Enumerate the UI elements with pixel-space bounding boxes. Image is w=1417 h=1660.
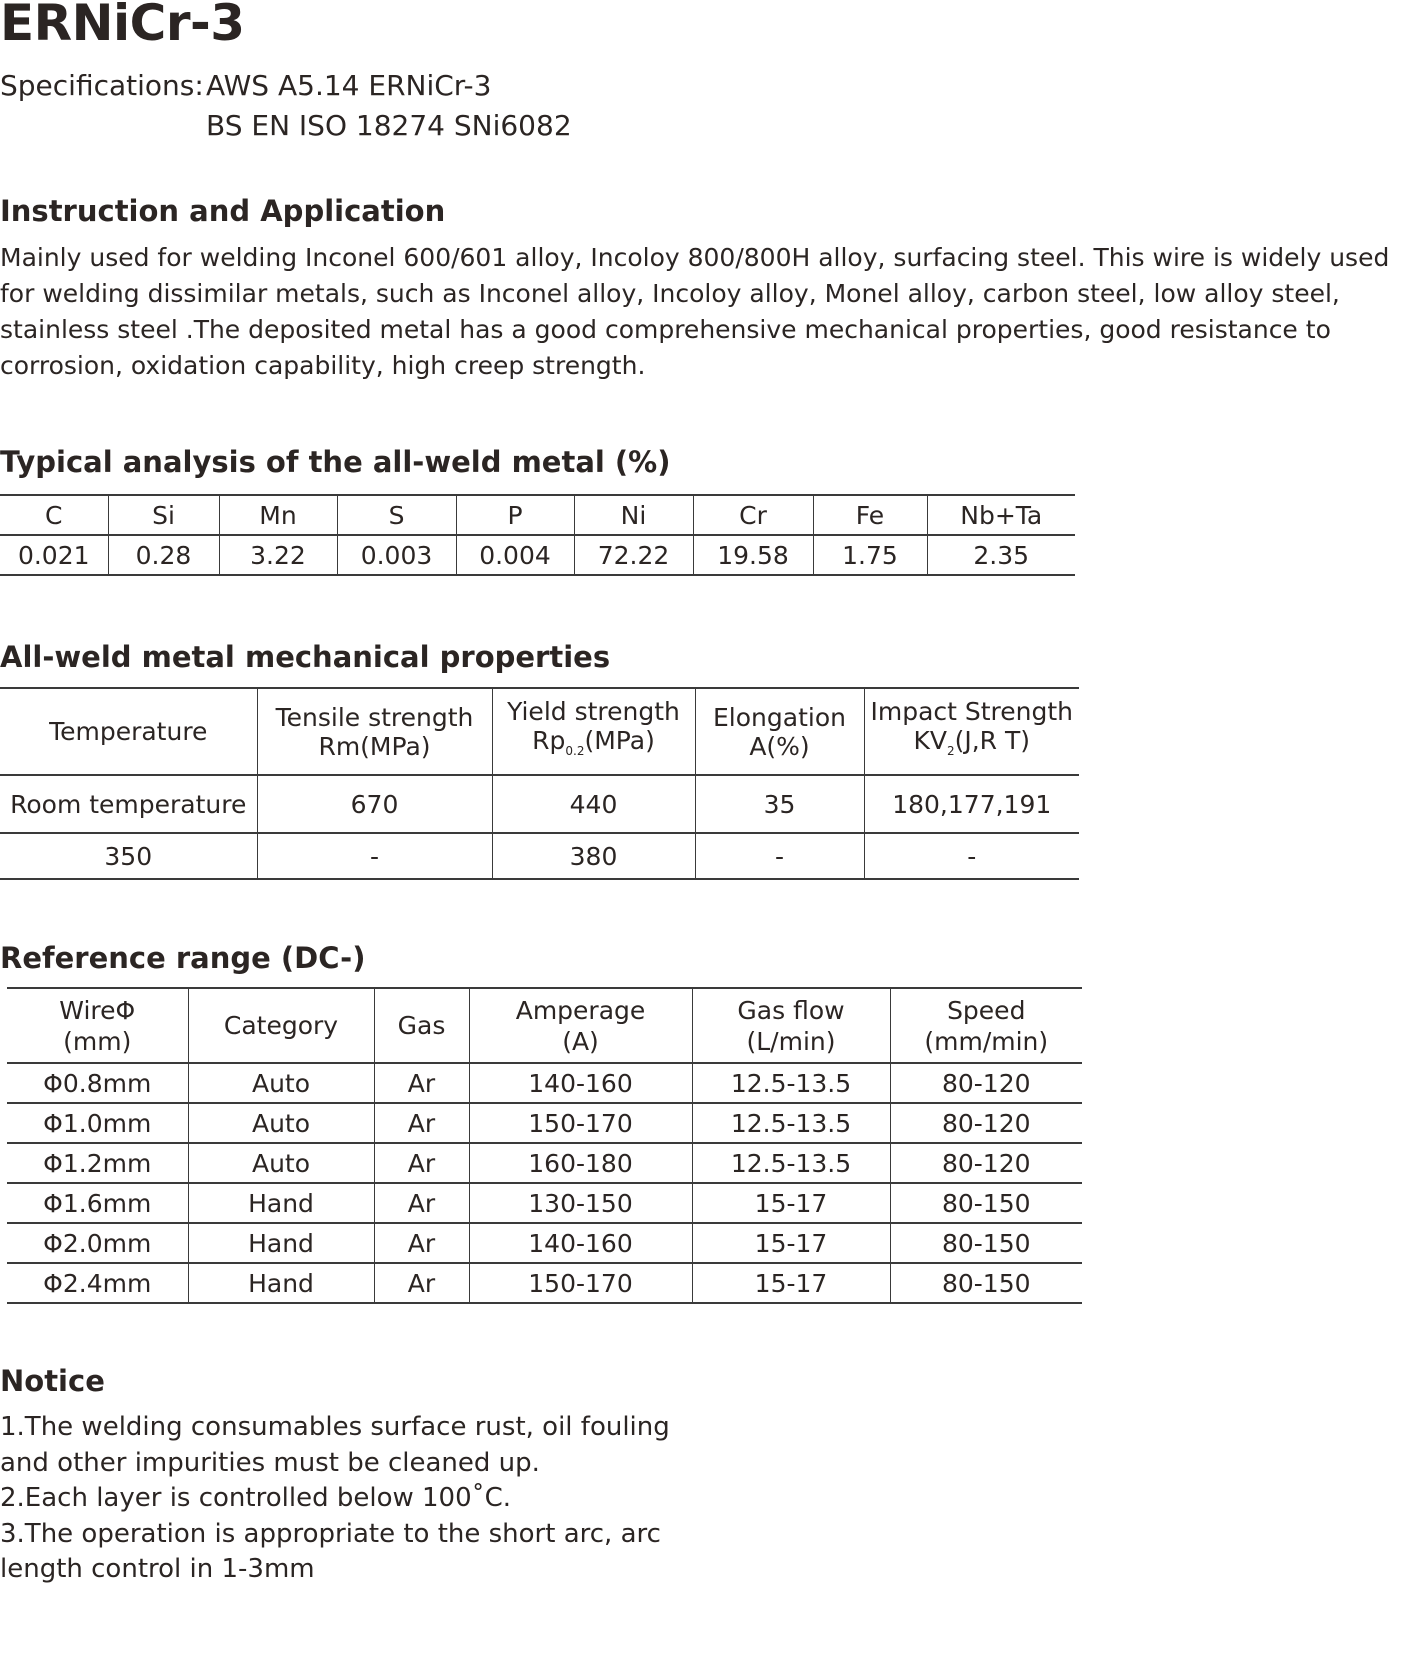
mech-header-yield: Yield strength $Rp_{0.2}(MPa)$	[492, 688, 695, 775]
ref-cell: 80-150	[890, 1263, 1082, 1303]
ref-cell: Φ1.6mm	[43, 1188, 152, 1218]
ref-cell: Φ0.8mm	[43, 1068, 152, 1098]
chem-header-s: S	[337, 495, 456, 535]
mech-cell: -	[257, 833, 492, 879]
ref-cell: 15-17	[692, 1223, 890, 1263]
mech-cell: 180,177,191	[864, 775, 1079, 833]
chemical-heading: Typical analysis of the all-weld metal (%)	[0, 445, 671, 479]
notice-heading: Notice	[0, 1364, 105, 1398]
ref-cell: Hand	[188, 1263, 374, 1303]
ref-cell: Auto	[188, 1103, 374, 1143]
table-row	[7, 1183, 1082, 1223]
mech-cell: 670	[257, 775, 492, 833]
chem-header-c: C	[45, 500, 63, 530]
chem-value-c: 0.021	[17, 540, 90, 570]
chem-header-ni: Ni	[574, 495, 693, 535]
chem-value-cr: 19.58	[693, 535, 813, 575]
ref-header-category: Category	[188, 988, 374, 1063]
chemical-values-row	[0, 535, 1075, 575]
instruction-heading: Instruction and Application	[0, 194, 446, 228]
chem-header-p: P	[456, 495, 574, 535]
notice-item: 1.The welding consumables surface rust, oil fouling and other impurities must be cleaned up.	[0, 1412, 670, 1478]
mech-header-tensile: Tensile strength Rm(MPa)	[257, 688, 492, 775]
spec-label: Specifications:	[0, 69, 204, 102]
ref-cell: Ar	[374, 1063, 469, 1103]
ref-header-wire: WireΦ (mm)	[59, 995, 136, 1056]
instruction-text: Mainly used for welding Inconel 600/601 alloy, Incoloy 800/800H alloy, surfacing steel. This wire is widely used for welding dissimilar metals, such as Inconel alloy, Incoloy alloy, Monel alloy, carbon steel, low alloy steel, stainless steel .The deposited metal has a good comprehensive mechanical properties, good resistance to corrosion, oxidation capability, high creep strength.	[0, 243, 1390, 380]
ref-cell: 15-17	[692, 1183, 890, 1223]
ref-header-gas-flow: Gas flow (L/min)	[692, 988, 890, 1063]
chem-value-s: 0.003	[337, 535, 456, 575]
ref-cell: Auto	[188, 1063, 374, 1103]
table-row	[7, 1263, 1082, 1303]
chem-value-si: 0.28	[108, 535, 219, 575]
ref-cell: Ar	[374, 1103, 469, 1143]
ref-cell: 80-150	[890, 1183, 1082, 1223]
mech-cell: Room temperature	[10, 789, 247, 819]
ref-header-gas: Gas	[374, 988, 469, 1063]
chemical-header-row	[0, 495, 1075, 535]
mechanical-heading: All-weld metal mechanical properties	[0, 640, 611, 674]
ref-cell: Φ2.4mm	[43, 1268, 152, 1298]
reference-heading: Reference range (DC-)	[0, 941, 366, 975]
ref-cell: 80-120	[890, 1103, 1082, 1143]
spec-line-2: BS EN ISO 18274 SNi6082	[206, 109, 572, 142]
mechanical-header-row	[0, 688, 1079, 775]
notice-list	[0, 1410, 720, 1588]
chem-value-mn: 3.22	[219, 535, 337, 575]
ref-cell: 150-170	[469, 1263, 692, 1303]
ref-header-amperage: Amperage (A)	[469, 988, 692, 1063]
mech-cell: 35	[695, 775, 864, 833]
chem-value-nbta: 2.35	[927, 535, 1075, 575]
ref-cell: Φ1.2mm	[43, 1148, 152, 1178]
chem-header-fe: Fe	[813, 495, 927, 535]
ref-cell: Auto	[188, 1143, 374, 1183]
chem-value-ni: 72.22	[574, 535, 693, 575]
table-row	[7, 1223, 1082, 1263]
ref-cell: 150-170	[469, 1103, 692, 1143]
notice-item: 3.The operation is appropriate to the short arc, arc length control in 1-3mm	[0, 1518, 661, 1584]
ref-cell: Ar	[374, 1263, 469, 1303]
mechanical-table	[0, 687, 1079, 880]
chem-value-p: 0.004	[456, 535, 574, 575]
ref-cell: Hand	[188, 1223, 374, 1263]
ref-cell: Ar	[374, 1223, 469, 1263]
ref-cell: 130-150	[469, 1183, 692, 1223]
chem-header-nbta: Nb+Ta	[927, 495, 1075, 535]
mech-header-elongation: Elongation A(%)	[695, 688, 864, 775]
specifications	[0, 66, 572, 146]
page-title: ERNiCr-3	[0, 0, 245, 52]
ref-cell: 140-160	[469, 1223, 692, 1263]
ref-cell: Ar	[374, 1183, 469, 1223]
ref-cell: 12.5-13.5	[692, 1063, 890, 1103]
mech-cell: 440	[492, 775, 695, 833]
ref-cell: 80-120	[890, 1063, 1082, 1103]
ref-cell: Φ1.0mm	[43, 1108, 152, 1138]
ref-cell: 15-17	[692, 1263, 890, 1303]
chem-header-mn: Mn	[219, 495, 337, 535]
mech-cell: -	[864, 833, 1079, 879]
notice-item: 2.Each layer is controlled below 100˚C.	[0, 1483, 512, 1513]
mech-cell: -	[695, 833, 864, 879]
spec-line-1: AWS A5.14 ERNiCr-3	[206, 69, 492, 102]
chem-header-si: Si	[108, 495, 219, 535]
ref-cell: 80-120	[890, 1143, 1082, 1183]
mech-cell: 380	[492, 833, 695, 879]
table-row	[0, 833, 1079, 879]
ref-cell: 160-180	[469, 1143, 692, 1183]
ref-cell: 80-150	[890, 1223, 1082, 1263]
mech-header-impact: Impact Strength $KV_2(J,R$ T)	[864, 688, 1079, 775]
chem-value-fe: 1.75	[813, 535, 927, 575]
table-row	[7, 1103, 1082, 1143]
chemical-table	[0, 494, 1075, 576]
table-row	[7, 1143, 1082, 1183]
ref-cell: Ar	[374, 1143, 469, 1183]
ref-cell: 12.5-13.5	[692, 1103, 890, 1143]
reference-table	[7, 987, 1082, 1304]
mech-cell: 350	[104, 841, 153, 871]
ref-cell: 140-160	[469, 1063, 692, 1103]
mech-header-temperature: Temperature	[49, 717, 208, 746]
reference-header-row	[7, 988, 1082, 1063]
ref-header-speed: Speed (mm/min)	[890, 988, 1082, 1063]
table-row	[7, 1063, 1082, 1103]
table-row	[0, 775, 1079, 833]
ref-cell: Φ2.0mm	[43, 1228, 152, 1258]
ref-cell: Hand	[188, 1183, 374, 1223]
ref-cell: 12.5-13.5	[692, 1143, 890, 1183]
chem-header-cr: Cr	[693, 495, 813, 535]
